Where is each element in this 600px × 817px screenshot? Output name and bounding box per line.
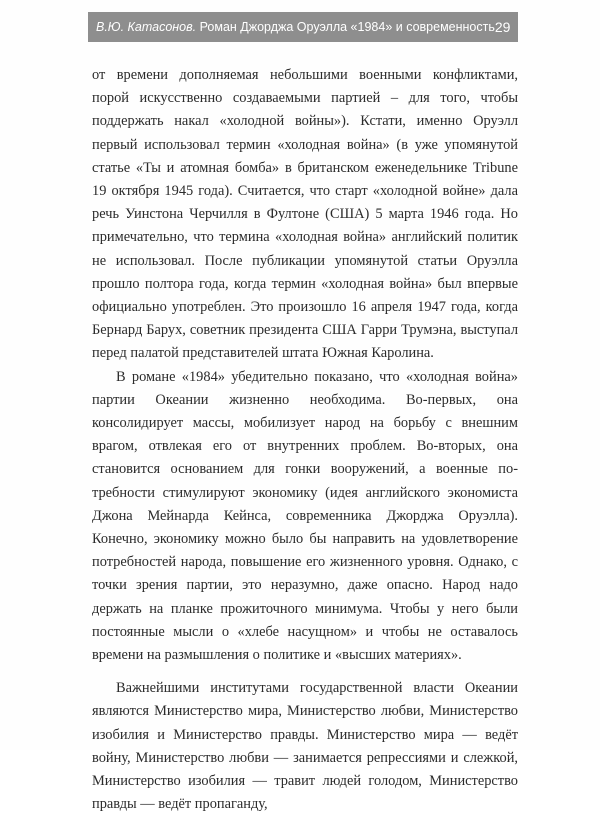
- paragraph-3: Важнейшими институтами государственной власти Океании являются Министерство мира, Министерство любви, Министерство изобилия и Министерство правды. Министерство мира — ведёт войну, Министерство любви — занимается репрессиями и слежкой, Министерство изобилия — травит людей голодом, Министерство правды — ведёт пропаганду,: [92, 680, 518, 813]
- page-number: 29: [494, 19, 511, 35]
- paragraph-1: от времени дополняемая небольшими военными конфликтами, порой искусственно создаваемыми партией – для того, чтобы поддержать накал «холодной войны»). Кстати, именно Оруэлл первый использовал термин «холодная война» (в уже упомянутой статье «Ты и атомная бомба» в британском еженедельнике Tribune 19 октября 1945 года). Считается, что старт «холодной войне» дала речь Уинстона Черчилля в Фултоне (США) 5 марта 1946 года. Но примечательно, что термина «холодная война» английский политик не использовал. После публикации упомянутой статьи Оруэлла прошло полтора года, когда термин «холодная война» был впервые официально употреблен. Это произошло 16 апреля 1947 года, когда Бернард Барух, советник президента США Гарри Трумэна, выступал перед палатой представителей штата Южная Каролина.: [92, 67, 518, 362]
- body-text: [92, 64, 518, 817]
- running-header: [88, 12, 518, 42]
- header-author: В.Ю. Катасонов.: [96, 20, 197, 34]
- paragraph-2: В романе «1984» убедительно показано, что «холодная война» партии Океании жизненно необходима. Во-первых, она консолидирует массы, мобилизует народ на борьбу с внешним врагом, отвлекая его от внутренних проблем. Во-вторых, она становится основанием для гонки вооружений, а военные потребности стимулируют экономику (идея английского экономиста Джона Мейнарда Кейнса, современника Джорджа Оруэлла). Конечно, экономику можно было бы направить на удовлетворение потребностей народа, повышение его жизненного уровня. Однако, с точки зрения партии, это неразумно, даже опасно. Народ надо держать на планке прожиточного минимума. Чтобы у него были постоянные мысли о «хлебе насущном» и чтобы не оставалось времени на размышления о политике и «высших материях».: [92, 368, 518, 664]
- header-title-line: [96, 20, 495, 34]
- header-book-title: Роман Джорджа Оруэлла «1984» и современность: [199, 20, 495, 34]
